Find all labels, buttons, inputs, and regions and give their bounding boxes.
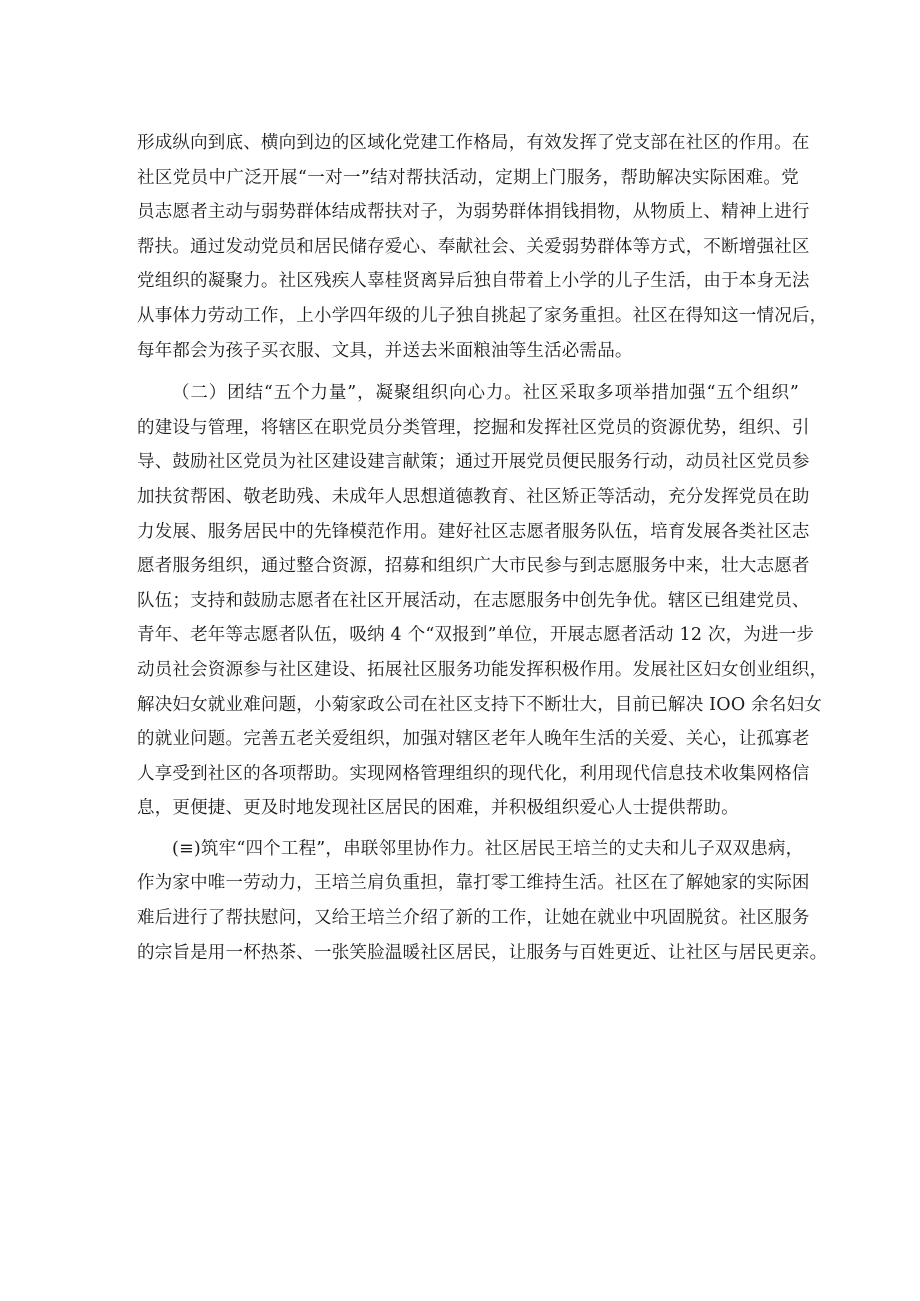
text-line: 员志愿者主动与弱势群体结成帮扶对子，为弱势群体捐钱捐物，从物质上、精神上进行 — [137, 202, 810, 223]
text-line: 解决妇女就业难问题，小菊家政公司在社区支持下不断壮大，目前已解决 IOO 余名妇女 — [137, 694, 822, 715]
text-line: 社区党员中广泛开展“一对一”结对帮扶活动，定期上门服务，帮助解决实际困难。党 — [137, 167, 799, 188]
paragraph — [137, 126, 828, 368]
text-line: (≡)筑牢“四个工程”，串联邻里协作力。社区居民王培兰的丈夫和儿子双双患病， — [172, 838, 804, 859]
text-line: 作为家中唯一劳动力，王培兰肩负重担，靠打零工维持生活。社区在了解她家的实际困 — [137, 873, 810, 894]
text-line: 加扶贫帮困、敬老助残、未成年人思想道德教育、社区矫正等活动，充分发挥党员在助 — [137, 486, 810, 507]
document-body — [137, 126, 828, 970]
text-line: 的就业问题。完善五老关爱组织，加强对辖区老年人晚年生活的关爱、关心，让孤寡老 — [137, 729, 810, 750]
text-line: （二）团结“五个力量”，凝聚组织向心力。社区采取多项举措加强“五个组织” — [172, 383, 799, 404]
text-line: 息，更便捷、更及时地发现社区居民的困难，并积极组织爱心人士提供帮助。 — [137, 798, 739, 819]
text-line: 队伍；支持和鼓励志愿者在社区开展活动，在志愿服务中创先争优。辖区已组建党员、 — [137, 590, 810, 611]
text-line: 难后进行了帮扶慰问，又给王培兰介绍了新的工作，让她在就业中巩固脱贫。社区服务 — [137, 908, 810, 929]
text-line: 愿者服务组织，通过整合资源，招募和组织广大市民参与到志愿服务中来，壮大志愿者 — [137, 556, 810, 577]
text-line: 的宗旨是用一杯热茶、一张笑脸温暖社区居民，让服务与百姓更近、让社区与居民更亲。 — [137, 942, 828, 963]
paragraph — [137, 832, 828, 970]
text-line: 人享受到社区的各项帮助。实现网格管理组织的现代化，利用现代信息技术收集网格信 — [137, 763, 810, 784]
text-line: 从事体力劳动工作，上小学四年级的儿子独自挑起了家务重担。社区在得知这一情况后， — [137, 305, 828, 326]
text-line: 帮扶。通过发动党员和居民储存爱心、奉献社会、关爱弱势群体等方式，不断增强社区 — [137, 236, 810, 257]
text-line: 每年都会为孩子买衣服、文具，并送去米面粮油等生活必需品。 — [137, 340, 633, 361]
text-line: 青年、老年等志愿者队伍，吸纳 4 个“双报到”单位，开展志愿者活动 12 次，为进一步 — [137, 625, 815, 646]
text-line: 导、鼓励社区党员为社区建设建言献策；通过开展党员便民服务行动，动员社区党员参 — [137, 452, 810, 473]
text-line: 党组织的凝聚力。社区残疾人辜桂贤离异后独自带着上小学的儿子生活，由于本身无法 — [137, 271, 810, 292]
text-line: 动员社会资源参与社区建设、拓展社区服务功能发挥积极作用。发展社区妇女创业组织， — [137, 659, 828, 680]
paragraph — [137, 376, 828, 826]
text-line: 力发展、服务居民中的先锋模范作用。建好社区志愿者服务队伍，培育发展各类社区志 — [137, 521, 810, 542]
text-line: 形成纵向到底、横向到边的区域化党建工作格局，有效发挥了党支部在社区的作用。在 — [137, 133, 810, 153]
text-line: 的建设与管理，将辖区在职党员分类管理，挖掘和发挥社区党员的资源优势，组织、引 — [137, 417, 810, 438]
